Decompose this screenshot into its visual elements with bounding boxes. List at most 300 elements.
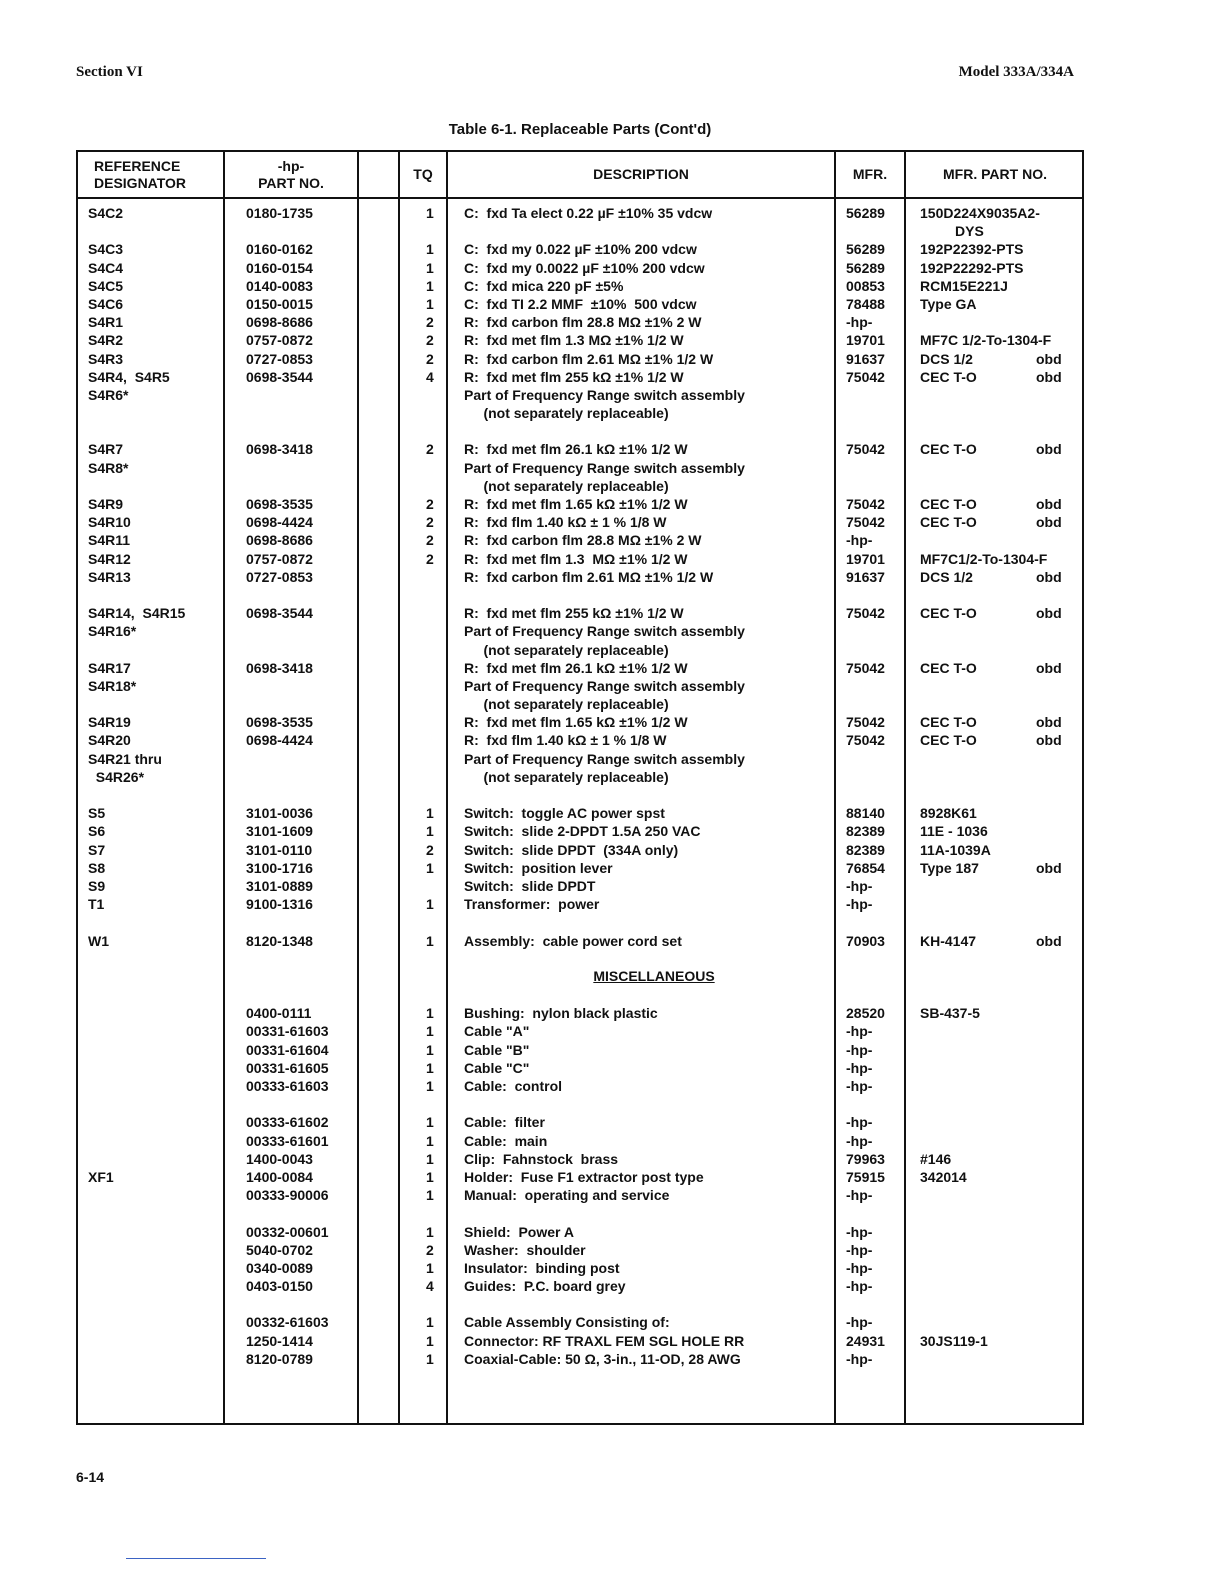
hp-part-no: 1400-0084 xyxy=(246,1168,313,1185)
table-row xyxy=(78,641,1082,659)
obd-note: obd xyxy=(1036,350,1062,367)
tq-value: 2 xyxy=(426,514,434,531)
tq-value: 2 xyxy=(426,332,434,349)
description: Holder: Fuse F1 extractor post type xyxy=(464,1168,704,1185)
tq-value: 1 xyxy=(426,1005,434,1022)
reference-designator: XF1 xyxy=(88,1168,114,1185)
description: R: fxd met flm 255 kΩ ±1% 1/2 W xyxy=(464,368,684,385)
mfr-code: -hp- xyxy=(846,1059,873,1076)
description: Assembly: cable power cord set xyxy=(464,932,682,949)
description: R: fxd carbon flm 28.8 MΩ ±1% 2 W xyxy=(464,532,702,549)
table-caption: Table 6-1. Replaceable Parts (Cont'd) xyxy=(448,121,712,138)
hp-part-no: 0698-3544 xyxy=(246,605,313,622)
mfr-part-no: SB-437-5 xyxy=(920,1005,980,1022)
mfr-code: -hp- xyxy=(846,1023,873,1040)
tq-value: 1 xyxy=(426,259,434,276)
spacer-row xyxy=(78,786,1082,804)
reference-designator: S4R18* xyxy=(88,677,137,694)
reference-designator: S4R21 thru xyxy=(88,750,162,767)
mfr-code: -hp- xyxy=(846,896,873,913)
tq-value: 1 xyxy=(426,896,434,913)
reference-designator: S4R17 xyxy=(88,659,131,676)
tq-value: 2 xyxy=(426,550,434,567)
obd-note: obd xyxy=(1036,496,1062,512)
mfr-part-no: 30JS119-1 xyxy=(920,1332,988,1349)
description: Cable: main xyxy=(464,1132,548,1149)
section-heading-row xyxy=(78,968,1082,986)
mfr-code: 28520 xyxy=(846,1005,885,1022)
table-row xyxy=(78,1223,1082,1241)
header-tq: TQ xyxy=(413,166,433,182)
obd-note: obd xyxy=(1036,568,1062,585)
hp-part-no: 1250-1414 xyxy=(246,1332,313,1349)
tq-value: 2 xyxy=(426,532,434,549)
description: (not separately replaceable) xyxy=(464,477,669,494)
description: Cable: control xyxy=(464,1078,563,1094)
description: R: fxd met flm 26.1 kΩ ±1% 1/2 W xyxy=(464,659,688,676)
hp-part-no: 0698-3418 xyxy=(246,659,313,676)
tq-value: 2 xyxy=(426,841,434,858)
table-row xyxy=(78,1350,1082,1368)
mfr-code: 82389 xyxy=(846,823,885,840)
table-row xyxy=(78,731,1082,749)
reference-designator: S4R14, S4R15 xyxy=(88,605,186,622)
hp-part-no: 00333-61601 xyxy=(246,1132,329,1149)
hp-part-no: 0698-3535 xyxy=(246,496,313,512)
description: C: fxd my 0.0022 µF ±10% 200 vdcw xyxy=(464,259,705,276)
table-row xyxy=(78,677,1082,695)
tq-value: 1 xyxy=(426,1259,434,1276)
description: (not separately replaceable) xyxy=(464,405,669,422)
description: C: fxd Ta elect 0.22 µF ±10% 35 vdcw xyxy=(464,205,713,221)
hp-part-no: 0727-0853 xyxy=(246,350,313,367)
section-label: Section VI xyxy=(76,64,143,80)
mfr-code: 56289 xyxy=(846,241,885,258)
hp-part-no: 0140-0083 xyxy=(246,277,313,294)
mfr-part-no: 342014 xyxy=(920,1168,967,1185)
tq-value: 1 xyxy=(426,859,434,876)
reference-designator: S9 xyxy=(88,877,106,894)
mfr-code: -hp- xyxy=(846,1241,873,1258)
table-row xyxy=(78,604,1082,622)
reference-designator: S4C4 xyxy=(88,259,124,276)
hp-part-no: 00331-61604 xyxy=(246,1041,329,1058)
mfr-part-no: KH-4147 xyxy=(920,932,977,949)
description: Cable "A" xyxy=(464,1023,530,1040)
tq-value: 2 xyxy=(426,350,434,367)
table-row xyxy=(78,240,1082,258)
mfr-part-no: 8928K61 xyxy=(920,805,977,822)
obd-note: obd xyxy=(1036,714,1062,731)
tq-value: 1 xyxy=(426,1114,434,1131)
parts-table xyxy=(76,150,1084,1425)
reference-designator: S4R20 xyxy=(88,732,131,749)
description: C: fxd TI 2.2 MMF ±10% 500 vdcw xyxy=(464,295,697,312)
header-mfr: MFR. xyxy=(852,166,888,182)
mfr-code: 56289 xyxy=(846,205,885,221)
mfr-part-no: CEC T-O xyxy=(920,441,977,458)
header-divider xyxy=(78,197,1082,199)
reference-designator: S4R12 xyxy=(88,550,131,567)
mfr-code: -hp- xyxy=(846,1187,873,1204)
mfr-part-no: 150D224X9035A2- xyxy=(920,205,1040,221)
mfr-code: 78488 xyxy=(846,295,885,312)
description: R: fxd carbon flm 28.8 MΩ ±1% 2 W xyxy=(464,314,702,331)
spacer-row xyxy=(78,1204,1082,1222)
hp-part-no: 0400-0111 xyxy=(246,1005,312,1022)
mfr-code: 19701 xyxy=(846,550,885,567)
description: Coaxial-Cable: 50 Ω, 3-in., 11-OD, 28 AWG xyxy=(464,1350,741,1367)
tq-value: 1 xyxy=(426,1168,434,1185)
reference-designator: S4R6* xyxy=(88,386,129,403)
description: R: fxd flm 1.40 kΩ ± 1 % 1/8 W xyxy=(464,732,667,749)
tq-value: 1 xyxy=(426,277,434,294)
tq-value: 1 xyxy=(426,1059,434,1076)
description: Part of Frequency Range switch assembly xyxy=(464,386,745,403)
table-row xyxy=(78,531,1082,549)
description: Switch: toggle AC power spst xyxy=(464,805,665,822)
mfr-part-no: CEC T-O xyxy=(920,605,977,622)
description: Washer: shoulder xyxy=(464,1241,586,1258)
table-row xyxy=(78,1241,1082,1259)
reference-designator: T1 xyxy=(88,896,105,913)
tq-value: 1 xyxy=(426,1350,434,1367)
table-row xyxy=(78,1059,1082,1077)
hp-part-no: 5040-0702 xyxy=(246,1241,313,1258)
hp-part-no: 9100-1316 xyxy=(246,896,313,913)
mfr-code: -hp- xyxy=(846,877,873,894)
description: R: fxd met flm 1.65 kΩ ±1% 1/2 W xyxy=(464,714,688,731)
mfr-code: -hp- xyxy=(846,1223,873,1240)
description: R: fxd met flm 1.3 MΩ ±1% 1/2 W xyxy=(464,332,684,349)
mfr-part-no: Type GA xyxy=(920,295,977,312)
mfr-code: 75042 xyxy=(846,441,885,458)
spacer-row xyxy=(78,1095,1082,1113)
tq-value: 1 xyxy=(426,1132,434,1149)
header-hp-part-no: -hp- PART NO. xyxy=(258,157,324,191)
hp-part-no: 3101-0889 xyxy=(246,877,313,894)
reference-designator: S5 xyxy=(88,805,106,822)
hp-part-no: 0340-0089 xyxy=(246,1259,313,1276)
mfr-code: 76854 xyxy=(846,859,885,876)
mfr-code: -hp- xyxy=(846,1350,873,1367)
mfr-part-no: CEC T-O xyxy=(920,514,977,531)
mfr-code: 70903 xyxy=(846,932,885,949)
reference-designator: W1 xyxy=(88,932,109,949)
description: (not separately replaceable) xyxy=(464,696,669,713)
mfr-code: -hp- xyxy=(846,314,873,331)
mfr-part-no: 11A-1039A xyxy=(920,841,991,858)
table-row xyxy=(78,1186,1082,1204)
mfr-part-no: DYS xyxy=(920,223,984,240)
mfr-part-no: CEC T-O xyxy=(920,496,977,512)
tq-value: 1 xyxy=(426,1150,434,1167)
reference-designator: S4R2 xyxy=(88,332,124,349)
description: R: fxd met flm 26.1 kΩ ±1% 1/2 W xyxy=(464,441,688,458)
table-row xyxy=(78,1077,1082,1095)
table-row xyxy=(78,750,1082,768)
hp-part-no: 8120-1348 xyxy=(246,932,313,949)
mfr-code: 75042 xyxy=(846,514,885,531)
mfr-code: 75042 xyxy=(846,732,885,749)
description: Switch: slide 2-DPDT 1.5A 250 VAC xyxy=(464,823,701,840)
mfr-part-no: DCS 1/2 xyxy=(920,350,973,367)
table-row xyxy=(78,259,1082,277)
tq-value: 1 xyxy=(426,805,434,822)
table-row xyxy=(78,622,1082,640)
table-row xyxy=(78,550,1082,568)
tq-value: 1 xyxy=(426,1023,434,1040)
reference-designator: S4R4, S4R5 xyxy=(88,368,170,385)
mfr-code: 75042 xyxy=(846,605,885,622)
reference-designator: S4C3 xyxy=(88,241,124,258)
obd-note: obd xyxy=(1036,932,1062,949)
reference-designator: S4R7 xyxy=(88,441,124,458)
hp-part-no: 00331-61603 xyxy=(246,1023,329,1040)
hp-part-no: 1400-0043 xyxy=(246,1150,313,1167)
description: Part of Frequency Range switch assembly xyxy=(464,459,745,476)
reference-designator: S8 xyxy=(88,859,106,876)
hp-part-no: 0403-0150 xyxy=(246,1278,313,1295)
tq-value: 2 xyxy=(426,1241,434,1258)
reference-designator: S4R10 xyxy=(88,514,131,531)
mfr-part-no: CEC T-O xyxy=(920,659,977,676)
mfr-code: 75042 xyxy=(846,368,885,385)
mfr-code: 79963 xyxy=(846,1150,885,1167)
table-row xyxy=(78,295,1082,313)
mfr-code: 88140 xyxy=(846,805,885,822)
tq-value: 1 xyxy=(426,932,434,949)
mfr-part-no: RCM15E221J xyxy=(920,277,1008,294)
mfr-code: 75042 xyxy=(846,714,885,731)
table-row xyxy=(78,440,1082,458)
description: C: fxd my 0.022 µF ±10% 200 vdcw xyxy=(464,241,697,258)
description: Transformer: power xyxy=(464,896,600,913)
mfr-code: -hp- xyxy=(846,1041,873,1058)
hp-part-no: 0150-0015 xyxy=(246,295,313,312)
description: R: fxd met flm 1.3 MΩ ±1% 1/2 W xyxy=(464,550,688,567)
mfr-code: -hp- xyxy=(846,1259,873,1276)
mfr-code: 75915 xyxy=(846,1168,885,1185)
obd-note: obd xyxy=(1036,659,1062,676)
stray-mark xyxy=(126,1558,266,1559)
hp-part-no: 00333-90006 xyxy=(246,1187,329,1204)
header-reference-designator: REFERENCE DESIGNATOR xyxy=(94,157,187,191)
tq-value: 2 xyxy=(426,496,434,512)
table-row xyxy=(78,1277,1082,1295)
table-row xyxy=(78,859,1082,877)
description: R: fxd carbon flm 2.61 MΩ ±1% 1/2 W xyxy=(464,568,714,585)
table-row xyxy=(78,1150,1082,1168)
mfr-part-no: 192P22392-PTS xyxy=(920,241,1024,258)
table-row xyxy=(78,1168,1082,1186)
table-row xyxy=(78,313,1082,331)
spacer-row xyxy=(78,950,1082,968)
mfr-code: -hp- xyxy=(846,1078,873,1094)
hp-part-no: 3101-0110 xyxy=(246,841,313,858)
hp-part-no: 00331-61605 xyxy=(246,1059,329,1076)
table-row xyxy=(78,331,1082,349)
table-row xyxy=(78,804,1082,822)
table-row xyxy=(78,1022,1082,1040)
hp-part-no: 0757-0872 xyxy=(246,550,313,567)
model-label: Model 333A/334A xyxy=(958,64,1074,80)
table-row xyxy=(78,1113,1082,1131)
table-row xyxy=(78,204,1082,222)
spacer-row xyxy=(78,1295,1082,1313)
reference-designator: S4R1 xyxy=(88,314,124,331)
table-row xyxy=(78,1041,1082,1059)
hp-part-no: 3101-1609 xyxy=(246,823,313,840)
tq-value: 1 xyxy=(426,823,434,840)
table-row xyxy=(78,477,1082,495)
spacer-row xyxy=(78,913,1082,931)
mfr-part-no: #146 xyxy=(920,1150,952,1167)
tq-value: 1 xyxy=(426,1041,434,1058)
spacer-row xyxy=(78,986,1082,1004)
table-row xyxy=(78,513,1082,531)
page-number: 6-14 xyxy=(76,1469,105,1485)
hp-part-no: 3100-1716 xyxy=(246,859,313,876)
mfr-part-no: Type 187 xyxy=(920,859,979,876)
table-row xyxy=(78,459,1082,477)
table-row xyxy=(78,932,1082,950)
description: Part of Frequency Range switch assembly xyxy=(464,677,745,694)
tq-value: 1 xyxy=(426,241,434,258)
mfr-part-no: MF7C1/2-To-1304-F xyxy=(920,550,1048,567)
description: (not separately replaceable) xyxy=(464,641,669,658)
hp-part-no: 0160-0154 xyxy=(246,259,313,276)
tq-value: 1 xyxy=(426,1332,434,1349)
obd-note: obd xyxy=(1036,514,1062,531)
hp-part-no: 0698-4424 xyxy=(246,514,313,531)
description: Manual: operating and service xyxy=(464,1187,670,1204)
hp-part-no: 00332-00601 xyxy=(246,1223,329,1240)
description: Shield: Power A xyxy=(464,1223,574,1240)
table-row xyxy=(78,659,1082,677)
hp-part-no: 00333-61603 xyxy=(246,1078,329,1094)
hp-part-no: 8120-0789 xyxy=(246,1350,313,1367)
mfr-part-no: 192P22292-PTS xyxy=(920,259,1024,276)
hp-part-no: 0698-3544 xyxy=(246,368,313,385)
table-row xyxy=(78,1132,1082,1150)
mfr-code: 91637 xyxy=(846,350,885,367)
reference-designator: S4R26* xyxy=(88,768,145,785)
table-row xyxy=(78,822,1082,840)
mfr-code: -hp- xyxy=(846,1278,873,1295)
tq-value: 1 xyxy=(426,295,434,312)
tq-value: 1 xyxy=(426,1187,434,1204)
obd-note: obd xyxy=(1036,732,1062,749)
mfr-code: 91637 xyxy=(846,568,885,585)
tq-value: 1 xyxy=(426,1314,434,1331)
tq-value: 4 xyxy=(426,1278,434,1295)
hp-part-no: 0727-0853 xyxy=(246,568,313,585)
table-body xyxy=(78,204,1082,1368)
hp-part-no: 00332-61603 xyxy=(246,1314,329,1331)
mfr-code: 75042 xyxy=(846,659,885,676)
mfr-part-no: MF7C 1/2-To-1304-F xyxy=(920,332,1052,349)
description: Cable Assembly Consisting of: xyxy=(464,1314,670,1331)
misc-heading: MISCELLANEOUS xyxy=(593,967,715,984)
mfr-code: 56289 xyxy=(846,259,885,276)
reference-designator: S4R3 xyxy=(88,350,124,367)
tq-value: 1 xyxy=(426,205,434,221)
hp-part-no: 0160-0162 xyxy=(246,241,313,258)
header-mfr-part-no: MFR. PART NO. xyxy=(943,166,1047,182)
description: R: fxd met flm 255 kΩ ±1% 1/2 W xyxy=(464,605,684,622)
hp-part-no: 0757-0872 xyxy=(246,332,313,349)
hp-part-no: 0180-1735 xyxy=(246,205,313,221)
reference-designator: S7 xyxy=(88,841,106,858)
table-row xyxy=(78,1313,1082,1331)
obd-note: obd xyxy=(1036,859,1062,876)
mfr-code: 00853 xyxy=(846,277,885,294)
description: Part of Frequency Range switch assembly xyxy=(464,750,745,767)
mfr-code: -hp- xyxy=(846,1314,873,1331)
obd-note: obd xyxy=(1036,441,1062,458)
reference-designator: S4C5 xyxy=(88,277,124,294)
description: Cable: filter xyxy=(464,1114,545,1131)
mfr-code: -hp- xyxy=(846,1132,873,1149)
table-row xyxy=(78,277,1082,295)
table-row xyxy=(78,404,1082,422)
spacer-row xyxy=(78,586,1082,604)
hp-part-no: 0698-4424 xyxy=(246,732,313,749)
description: Switch: slide DPDT (334A only) xyxy=(464,841,679,858)
mfr-part-no: DCS 1/2 xyxy=(920,568,973,585)
description: Switch: slide DPDT xyxy=(464,877,596,894)
mfr-code: 24931 xyxy=(846,1332,885,1349)
table-row xyxy=(78,713,1082,731)
table-row xyxy=(78,386,1082,404)
description: Guides: P.C. board grey xyxy=(464,1278,626,1295)
table-row xyxy=(78,222,1082,240)
reference-designator: S4C6 xyxy=(88,295,124,312)
description: (not separately replaceable) xyxy=(464,768,669,785)
tq-value: 1 xyxy=(426,1223,434,1240)
table-row xyxy=(78,1259,1082,1277)
description: Part of Frequency Range switch assembly xyxy=(464,623,745,640)
description: Switch: position lever xyxy=(464,859,613,876)
reference-designator: S4R19 xyxy=(88,714,131,731)
reference-designator: S4R9 xyxy=(88,496,124,512)
reference-designator: S4C2 xyxy=(88,205,124,221)
description: Cable "B" xyxy=(464,1041,530,1058)
obd-note: obd xyxy=(1036,605,1062,622)
header-description: DESCRIPTION xyxy=(593,166,689,182)
tq-value: 2 xyxy=(426,314,434,331)
mfr-code: -hp- xyxy=(846,532,873,549)
table-row xyxy=(78,768,1082,786)
mfr-code: -hp- xyxy=(846,1114,873,1131)
table-row xyxy=(78,350,1082,368)
description: R: fxd carbon flm 2.61 MΩ ±1% 1/2 W xyxy=(464,350,714,367)
mfr-part-no: CEC T-O xyxy=(920,368,977,385)
hp-part-no: 0698-3535 xyxy=(246,714,313,731)
mfr-part-no: CEC T-O xyxy=(920,714,977,731)
description: Insulator: binding post xyxy=(464,1259,620,1276)
table-row xyxy=(78,877,1082,895)
mfr-code: 75042 xyxy=(846,496,885,512)
mfr-code: 19701 xyxy=(846,332,885,349)
hp-part-no: 3101-0036 xyxy=(246,805,313,822)
table-row xyxy=(78,841,1082,859)
mfr-part-no: 11E - 1036 xyxy=(920,823,988,840)
reference-designator: S6 xyxy=(88,823,106,840)
reference-designator: S4R11 xyxy=(88,532,131,549)
hp-part-no: 00333-61602 xyxy=(246,1114,329,1131)
